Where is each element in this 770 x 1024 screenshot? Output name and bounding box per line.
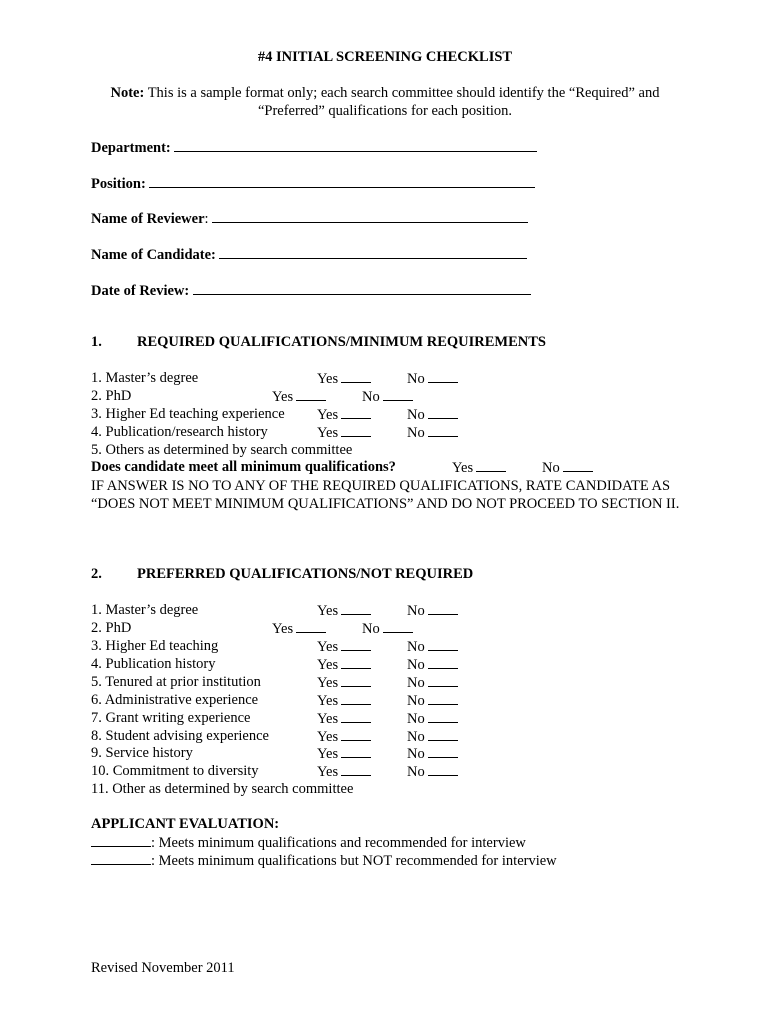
reviewer-line[interactable] [212, 209, 528, 223]
candidate-line[interactable] [219, 245, 527, 259]
candidate-label: Name of Candidate: [91, 247, 216, 263]
req-item-3-yes[interactable]: Yes [317, 406, 371, 424]
pref-item-6-yes[interactable]: Yes [317, 692, 371, 710]
req-item-5: 5. Others as determined by search committee [91, 442, 353, 458]
pref-item-1-yes[interactable]: Yes [317, 602, 371, 620]
position-line[interactable] [149, 174, 535, 188]
date-label: Date of Review: [91, 283, 190, 299]
section2-number: 2. [91, 566, 102, 582]
pref-item-1-no[interactable]: No [407, 602, 458, 620]
pref-item-9: 9. Service history [91, 745, 193, 761]
section1-number: 1. [91, 334, 102, 350]
reviewer-colon: : [204, 211, 209, 227]
pref-item-4: 4. Publication history [91, 656, 216, 672]
evaluation-option-1[interactable]: : Meets minimum qualifications and recommended for interview [91, 834, 526, 852]
req-item-2-yes[interactable]: Yes [272, 388, 326, 406]
req-item-4-no[interactable]: No [407, 424, 458, 442]
pref-item-2-yes[interactable]: Yes [272, 620, 326, 638]
pref-item-9-yes[interactable]: Yes [317, 745, 371, 763]
note [0, 84, 770, 120]
date-line[interactable] [193, 281, 531, 295]
req-item-1: 1. Master’s degree [91, 370, 199, 386]
note-text-line2: “Preferred” qualifications for each position. [257, 103, 513, 119]
section1-title: REQUIRED QUALIFICATIONS/MINIMUM REQUIREMENTS [137, 334, 546, 350]
position-label: Position: [91, 176, 146, 192]
req-item-1-no[interactable]: No [407, 370, 458, 388]
position-field[interactable] [91, 174, 535, 193]
reviewer-field[interactable] [91, 209, 528, 228]
evaluation-title: APPLICANT EVALUATION: [91, 816, 280, 832]
pref-item-11: 11. Other as determined by search committee [91, 781, 354, 797]
req-warning: IF ANSWER IS NO TO ANY OF THE REQUIRED QUALIFICATIONS, RATE CANDIDATE AS “DOES NOT MEET MINIMUM QUALIFICATIONS” AND DO NOT PROCEED TO SECTION II. [91, 478, 680, 512]
pref-item-5: 5. Tenured at prior institution [91, 674, 261, 690]
reviewer-label: Name of Reviewer [91, 211, 205, 227]
req-item-1-yes[interactable]: Yes [317, 370, 371, 388]
footer-revised: Revised November 2011 [91, 960, 235, 972]
pref-item-3-no[interactable]: No [407, 638, 458, 656]
pref-item-10: 10. Commitment to diversity [91, 763, 259, 779]
pref-item-3: 3. Higher Ed teaching [91, 638, 219, 654]
req-question-no[interactable]: No [542, 459, 593, 477]
note-label: Note: [110, 85, 145, 101]
pref-item-7-no[interactable]: No [407, 710, 458, 728]
pref-item-4-yes[interactable]: Yes [317, 656, 371, 674]
req-item-3: 3. Higher Ed teaching experience [91, 406, 285, 422]
req-question: Does candidate meet all minimum qualifications? [91, 459, 396, 475]
pref-item-6: 6. Administrative experience [91, 692, 259, 708]
evaluation-option-2[interactable]: : Meets minimum qualifications but NOT recommended for interview [91, 852, 557, 870]
req-item-3-no[interactable]: No [407, 406, 458, 424]
pref-item-7-yes[interactable]: Yes [317, 710, 371, 728]
pref-item-1: 1. Master’s degree [91, 602, 199, 618]
evaluation-option-2-blank[interactable] [91, 852, 151, 865]
pref-item-5-no[interactable]: No [407, 674, 458, 692]
note-text-line1: This is a sample format only; each search committee should identify the “Required” and [147, 85, 660, 101]
req-item-4-yes[interactable]: Yes [317, 424, 371, 442]
candidate-field[interactable] [91, 245, 527, 264]
pref-item-10-no[interactable]: No [407, 763, 458, 781]
pref-item-8-yes[interactable]: Yes [317, 728, 371, 746]
pref-item-2-no[interactable]: No [362, 620, 413, 638]
pref-item-3-yes[interactable]: Yes [317, 638, 371, 656]
pref-item-4-no[interactable]: No [407, 656, 458, 674]
req-item-4: 4. Publication/research history [91, 424, 268, 440]
department-line[interactable] [174, 138, 537, 152]
req-question-yes[interactable]: Yes [452, 459, 506, 477]
pref-item-6-no[interactable]: No [407, 692, 458, 710]
pref-item-2: 2. PhD [91, 620, 132, 636]
department-field[interactable] [91, 138, 537, 157]
department-label: Department: [91, 140, 171, 156]
section2-title: PREFERRED QUALIFICATIONS/NOT REQUIRED [137, 566, 474, 582]
pref-item-9-no[interactable]: No [407, 745, 458, 763]
pref-item-7: 7. Grant writing experience [91, 710, 251, 726]
pref-item-8: 8. Student advising experience [91, 728, 269, 744]
evaluation-option-1-blank[interactable] [91, 834, 151, 847]
date-field[interactable] [91, 281, 531, 300]
pref-item-8-no[interactable]: No [407, 728, 458, 746]
pref-item-10-yes[interactable]: Yes [317, 763, 371, 781]
req-item-2-no[interactable]: No [362, 388, 413, 406]
page-title: #4 INITIAL SCREENING CHECKLIST [257, 49, 513, 65]
pref-item-5-yes[interactable]: Yes [317, 674, 371, 692]
req-item-2: 2. PhD [91, 388, 132, 404]
